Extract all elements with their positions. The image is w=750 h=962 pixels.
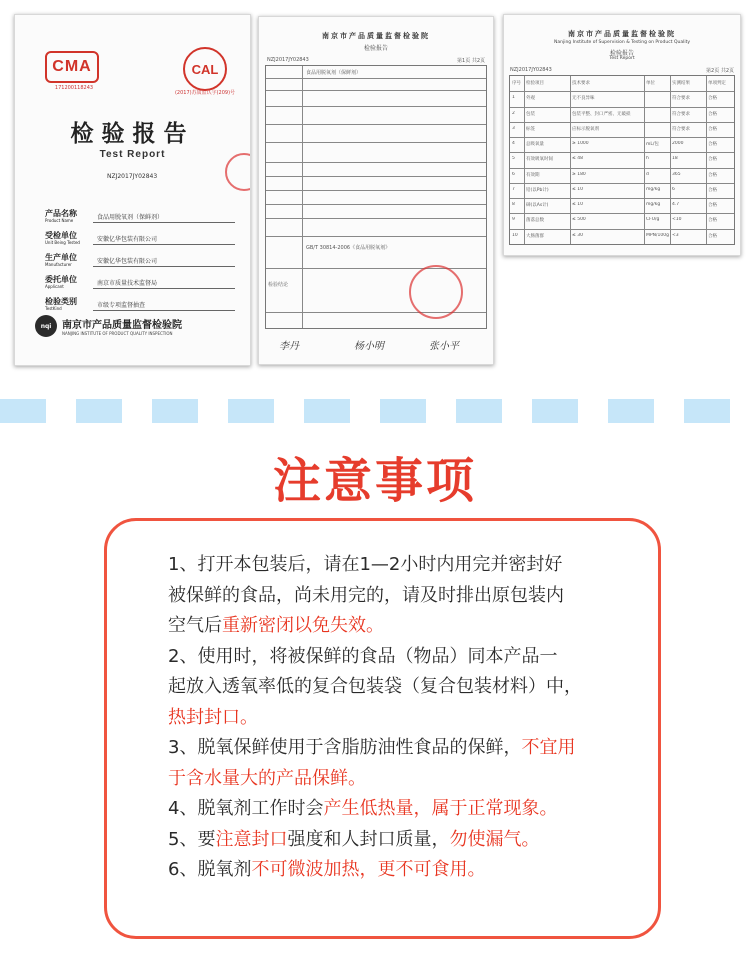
report-page-subtitle-en2: Test Report: [609, 56, 635, 61]
table-cell: h: [646, 156, 649, 162]
table-cell: 6: [512, 171, 515, 177]
report-page-title: 南京市产品质量监督检验院: [568, 30, 676, 38]
report-number: NZJ2017JY02843: [107, 173, 158, 180]
table-cell: 8: [512, 202, 515, 208]
note-text: 空气后: [168, 615, 222, 636]
field-value: 食品用脱氧剂（保鲜剂）: [93, 212, 235, 223]
nqi-logo-icon: nqi: [35, 315, 57, 337]
report-page-title: 南京市产品质量监督检验院: [322, 32, 430, 40]
table-cell: 合格: [708, 233, 717, 239]
table-cell: 2000: [672, 141, 684, 147]
divider-dash: [0, 399, 46, 423]
test-report-images: [0, 0, 750, 390]
table-cell: 有效吸氧时间: [526, 157, 553, 163]
cover-field: [45, 201, 235, 223]
table-cell: 1: [512, 95, 515, 101]
results-table: [509, 75, 735, 245]
institute-name: 南京市产品质量监督检验院: [62, 320, 182, 331]
field-value: 南京市质量技术监督局: [93, 278, 235, 289]
table-cell: ≤ 10: [572, 186, 583, 192]
table-header-cell: 技术要求: [572, 81, 590, 86]
note-line: [168, 733, 638, 764]
table-cell: 合格: [708, 157, 717, 163]
note-line: [168, 825, 638, 856]
table-cell: 合格: [708, 142, 717, 148]
divider-dash: [380, 399, 426, 423]
red-seal-stamp-icon: [225, 153, 251, 191]
table-header-cell: 序号: [512, 81, 521, 86]
page-indicator: 第1页 共2页: [457, 58, 485, 64]
note-highlight: 不可微波加热，更不可食用。: [251, 859, 486, 880]
table-cell: 合格: [708, 187, 717, 193]
table-header-cell: 单位: [646, 81, 655, 86]
institute-logo: [35, 315, 182, 337]
table-cell: 合格: [708, 111, 717, 117]
table-cell: <10: [672, 217, 682, 223]
field-label: 检验类别: [45, 297, 77, 306]
table-cell: 砷(以As计): [526, 203, 549, 209]
report-page-subtitle: 检验报告: [609, 50, 634, 57]
field-label-en: Manufacturer: [45, 262, 72, 267]
note-line: [168, 672, 638, 703]
table-cell: 4: [512, 141, 515, 147]
note-text: 5、要: [168, 828, 216, 850]
note-text: 3、脱氧保鲜使用于含脂肪油性食品的保鲜，: [168, 737, 522, 758]
field-value: 安徽亿华包装有限公司: [93, 256, 235, 267]
table-cell: 合格: [708, 126, 717, 132]
note-highlight: 勿使漏气。: [449, 828, 540, 850]
table-cell: 18: [672, 156, 678, 162]
table-cell: ≤ 30: [572, 232, 583, 238]
table-header-cell: 检验项目: [526, 81, 544, 86]
notes-list: [168, 550, 638, 886]
table-cell: ≤ 48: [572, 156, 583, 162]
cal-mark: CAL: [183, 47, 227, 91]
note-line: [168, 794, 638, 825]
divider-dash: [684, 399, 730, 423]
cma-mark: CMA: [45, 51, 99, 83]
table-cell: ≤ 10: [572, 202, 583, 208]
note-line: [168, 855, 638, 886]
table-cell: 合格: [708, 218, 717, 224]
cover-field: [45, 289, 235, 311]
field-label-en: Product Name: [45, 218, 74, 223]
field-label: 生产单位: [45, 253, 77, 262]
note-text: 4、脱氧剂工作时会: [168, 798, 324, 819]
field-label-en: TestKind: [45, 306, 62, 311]
report-page-subtitle: 检验报告: [363, 45, 388, 52]
table-cell: 9: [512, 217, 515, 223]
dashed-divider: [0, 399, 750, 423]
field-label-en: Applicant: [45, 284, 64, 289]
field-label: 产品名称: [45, 209, 77, 218]
table-cell: 符合要求: [672, 96, 690, 102]
note-highlight: 产生低热量，属于正常现象。: [323, 798, 558, 819]
cover-field: [45, 245, 235, 267]
note-highlight: 重新密闭以免失效。: [222, 615, 384, 636]
notes-title: 注意事项: [272, 453, 477, 509]
conclusion-label: 检验结论: [268, 282, 289, 288]
table-cell: 符合要求: [672, 126, 690, 132]
report-subtitle: Test Report: [99, 149, 166, 160]
red-seal-stamp-icon: [409, 265, 463, 319]
note-highlight: 热封封口。: [168, 706, 258, 728]
sample-name: 食品用脱氧剂（保鲜剂）: [306, 70, 362, 76]
test-standard: GB/T 30814-2006《食品用脱氧剂》: [306, 245, 391, 251]
divider-dash: [76, 399, 122, 423]
signature: 杨小明: [354, 341, 384, 352]
table-cell: 合格: [708, 172, 717, 178]
report-page-1: [258, 16, 494, 365]
field-label-en: Unit Being Tested: [45, 240, 80, 245]
table-cell: 2: [512, 110, 515, 116]
table-cell: 5: [512, 156, 515, 162]
note-highlight: 注意封口: [215, 828, 288, 850]
cma-number: 171200118243: [54, 85, 94, 91]
divider-dash: [532, 399, 578, 423]
note-highlight: 不宜用: [521, 737, 576, 758]
table-header-cell: 实测结果: [672, 81, 690, 86]
report-number: NZJ2017JY02843: [267, 57, 309, 63]
page-indicator: 第2页 共2页: [706, 68, 734, 74]
table-cell: 3: [512, 125, 515, 131]
cover-field: [45, 267, 235, 289]
note-line: [168, 581, 638, 612]
table-cell: MPN/100g: [646, 232, 669, 238]
table-cell: mg/kg: [646, 186, 661, 192]
note-text: 6、脱氧剂: [168, 859, 252, 880]
signature: 张小平: [429, 341, 459, 352]
table-cell: 有效期: [526, 172, 540, 178]
note-line: [168, 642, 638, 673]
note-line: [168, 550, 638, 581]
table-cell: 菌落总数: [526, 218, 544, 224]
divider-dash: [456, 399, 502, 423]
note-text: 强度和人封口质量，: [287, 828, 450, 850]
institute-name-en: NANJING INSTITUTE OF PRODUCT QUALITY INSPECTION: [62, 331, 173, 336]
table-cell: 6: [672, 186, 675, 192]
table-cell: mL/包: [646, 142, 659, 148]
cover-fields: [45, 201, 235, 311]
note-highlight: 于含水量大的产品保鲜。: [168, 767, 366, 789]
table-cell: mg/kg: [646, 202, 661, 208]
report-page-2: [503, 14, 741, 256]
table-cell: 符合要求: [672, 111, 690, 117]
table-cell: 10: [512, 232, 518, 238]
cover-field: [45, 223, 235, 245]
table-cell: ≥ 180: [572, 171, 586, 177]
table-header-cell: 单项判定: [708, 81, 726, 86]
signature: 李丹: [279, 341, 299, 352]
report-page-subtitle-en: Nanjing Institute of Supervision & Testing on Product Quality: [553, 40, 691, 45]
table-cell: 4.7: [672, 202, 680, 208]
note-text: 1、打开本包装后，请在1—2小时内用完并密封好: [168, 554, 563, 575]
table-cell: d: [646, 171, 649, 177]
table-cell: 总吸氧量: [526, 142, 544, 148]
divider-dash: [152, 399, 198, 423]
cal-number: (2017)苏质监认字(209)号: [174, 90, 236, 96]
note-line: [168, 611, 638, 642]
field-value: 安徽亿华包装有限公司: [93, 234, 235, 245]
note-line: [168, 703, 638, 734]
report-number: NZJ2017JY02843: [510, 67, 552, 73]
table-cell: 应标示脱氧剂: [572, 126, 599, 132]
table-cell: ≥ 1000: [572, 141, 589, 147]
table-cell: 大肠菌群: [526, 233, 544, 239]
table-cell: 标签: [526, 126, 535, 132]
field-label: 委托单位: [45, 275, 77, 284]
table-cell: CFU/g: [646, 217, 660, 223]
note-text: 2、使用时，将被保鲜的食品（物品）同本产品一: [168, 645, 558, 667]
report-title: 检验报告: [70, 121, 195, 147]
table-cell: 365: [672, 171, 681, 177]
note-text: 被保鲜的食品，尚未用完的，请及时排出原包装内: [168, 584, 564, 606]
report-cover-page: [14, 14, 251, 366]
table-cell: 合格: [708, 96, 717, 102]
divider-dash: [228, 399, 274, 423]
table-cell: ≤ 500: [572, 217, 586, 223]
divider-dash: [304, 399, 350, 423]
table-cell: 合格: [708, 203, 717, 209]
field-value: 市级专项监督抽查: [93, 300, 235, 311]
note-line: [168, 764, 638, 795]
divider-dash: [608, 399, 654, 423]
table-cell: 包装平整、封口严密、无破损: [572, 111, 631, 117]
table-cell: 7: [512, 186, 515, 192]
table-cell: <3: [672, 232, 679, 238]
table-cell: 包装: [526, 111, 535, 117]
field-label: 受检单位: [45, 231, 77, 240]
note-text: 起放入透氧率低的复合包装袋（复合包装材料）中，: [168, 676, 582, 697]
table-cell: 铅(以Pb计): [526, 187, 549, 193]
table-cell: 无不良异味: [572, 96, 595, 102]
table-cell: 外观: [526, 96, 535, 102]
